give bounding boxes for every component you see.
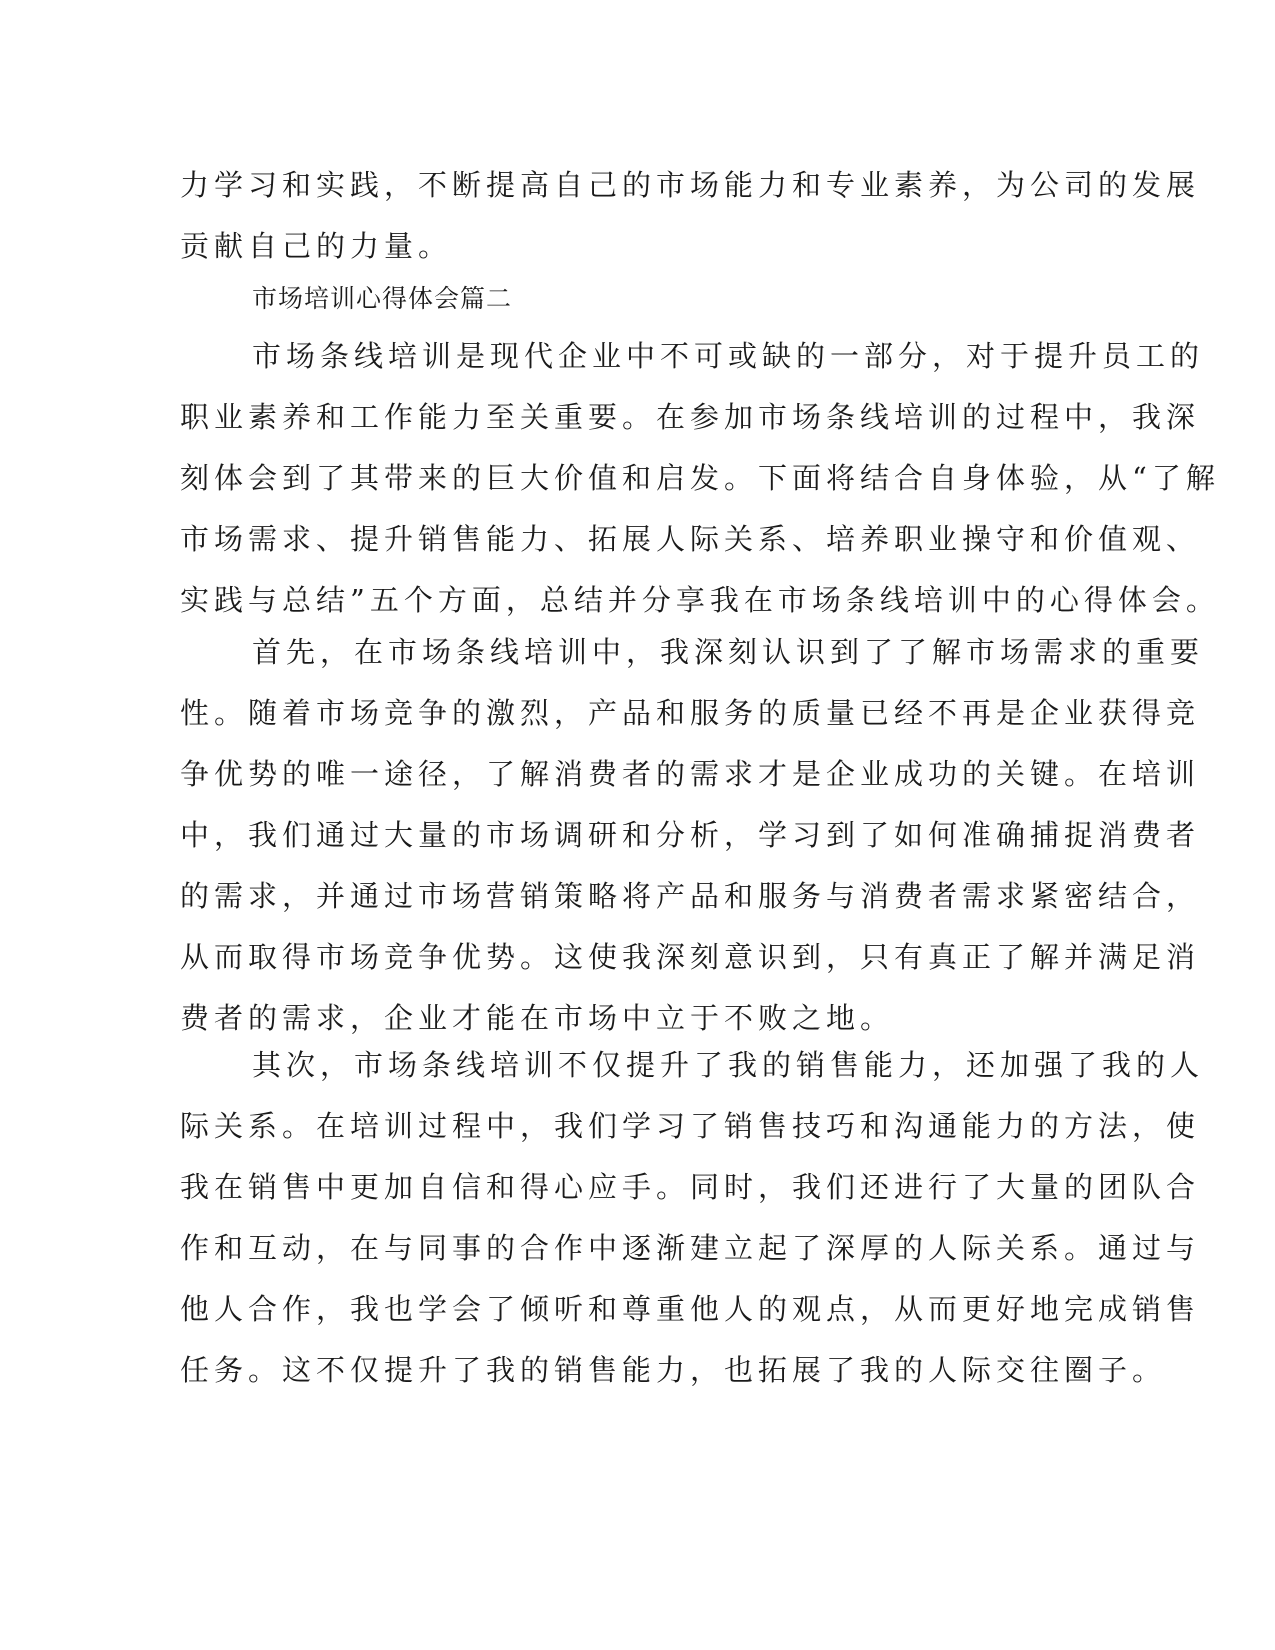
text-line: 其次，市场条线培训不仅提升了我的销售能力，还加强了我的人 [252,1048,1205,1082]
text-line: 的需求，并通过市场营销策略将产品和服务与消费者需求紧密结合， [180,879,1201,913]
section-heading-block [180,268,1040,329]
text-line: 职业素养和工作能力至关重要。在参加市场条线培训的过程中，我深 [180,400,1201,434]
text-line: 任务。这不仅提升了我的销售能力，也拓展了我的人际交往圈子。 [180,1353,1167,1387]
intro-paragraph [180,155,1201,277]
text-line: 力学习和实践，不断提高自己的市场能力和专业素养，为公司的发展 [180,168,1201,202]
section-heading: 市场培训心得体会篇二 [252,284,513,313]
paragraph-2 [180,622,1205,1049]
text-line: 市场条线培训是现代企业中不可或缺的一部分，对于提升员工的 [252,339,1205,373]
text-line: 性。随着市场竞争的激烈，产品和服务的质量已经不再是企业获得竞 [180,696,1201,730]
text-line: 作和互动，在与同事的合作中逐渐建立起了深厚的人际关系。通过与 [180,1231,1201,1265]
text-line: 他人合作，我也学会了倾听和尊重他人的观点，从而更好地完成销售 [180,1292,1201,1326]
text-line: 际关系。在培训过程中，我们学习了销售技巧和沟通能力的方法，使 [180,1109,1201,1143]
text-line: 市场需求、提升销售能力、拓展人际关系、培养职业操守和价值观、 [180,522,1201,556]
paragraph-3 [180,1035,1205,1401]
text-line: 贡献自己的力量。 [180,229,453,263]
paragraph-1 [180,326,1220,631]
text-line: 从而取得市场竞争优势。这使我深刻意识到，只有真正了解并满足消 [180,940,1201,974]
text-line: 首先，在市场条线培训中，我深刻认识到了了解市场需求的重要 [252,635,1205,669]
text-line: 争优势的唯一途径，了解消费者的需求才是企业成功的关键。在培训 [180,757,1201,791]
text-line: 实践与总结”五个方面，总结并分享我在市场条线培训中的心得体会。 [180,583,1220,617]
text-line: 我在销售中更加自信和得心应手。同时，我们还进行了大量的团队合 [180,1170,1201,1204]
text-line: 费者的需求，企业才能在市场中立于不败之地。 [180,1001,895,1035]
text-line: 中，我们通过大量的市场调研和分析，学习到了如何准确捕捉消费者 [180,818,1201,852]
text-line: 刻体会到了其带来的巨大价值和启发。下面将结合自身体验，从“了解 [180,461,1220,495]
